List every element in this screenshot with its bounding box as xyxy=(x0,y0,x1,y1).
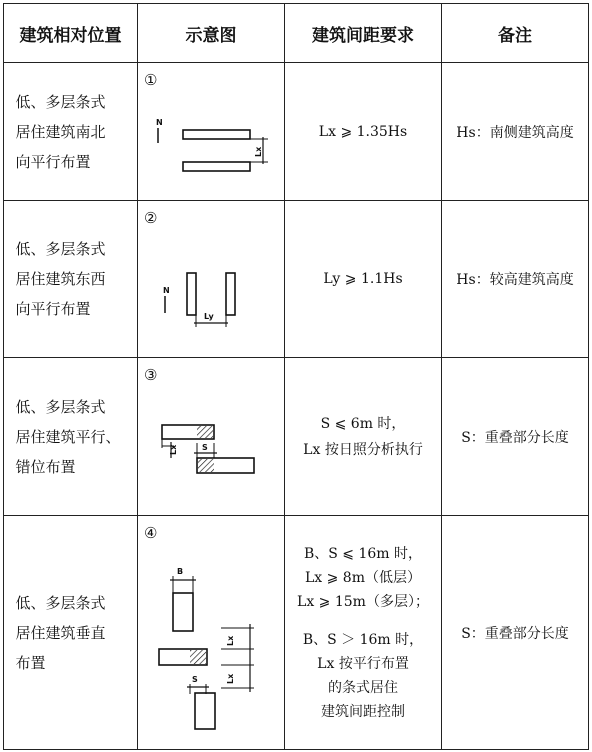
svg-text:N: N xyxy=(156,118,163,127)
svg-text:S: S xyxy=(192,675,198,684)
diagram-2 xyxy=(138,201,285,358)
note-cell: S：重叠部分长度 xyxy=(442,516,589,750)
diagram-4 xyxy=(138,516,285,750)
diagram-number: ② xyxy=(144,209,158,227)
building-spacing-table xyxy=(3,3,589,750)
requirement-cell: B、S ⩽ 16m 时， Lx ⩾ 8m（低层） Lx ⩾ 15m（多层）； B、S ＞ 16m 时， Lx 按平行布置 的条式居住 建筑间距控制 xyxy=(285,516,442,750)
header-row xyxy=(4,4,589,63)
note-cell: Hs：较高建筑高度 xyxy=(442,201,589,358)
svg-text:Lx: Lx xyxy=(226,635,235,646)
svg-text:Lx: Lx xyxy=(254,146,263,157)
header-position: 建筑相对位置 xyxy=(4,4,138,63)
position-cell: 低、多层条式 居住建筑垂直 布置 xyxy=(4,516,138,750)
diagram-cell xyxy=(138,63,285,201)
note-cell: S：重叠部分长度 xyxy=(442,358,589,516)
svg-text:N: N xyxy=(163,286,170,295)
diagram-number: ③ xyxy=(144,366,158,384)
diagram-cell xyxy=(138,201,285,358)
diagram-cell xyxy=(138,516,285,750)
requirement-cell: S ⩽ 6m 时， Lx 按日照分析执行 xyxy=(285,358,442,516)
position-cell: 低、多层条式 居住建筑南北 向平行布置 xyxy=(4,63,138,201)
svg-text:S: S xyxy=(202,443,208,452)
header-requirement: 建筑间距要求 xyxy=(285,4,442,63)
diagram-cell xyxy=(138,358,285,516)
table-row xyxy=(4,516,589,750)
diagram-1 xyxy=(138,63,285,201)
requirement-cell: Lx ⩾ 1.35Hs xyxy=(285,63,442,201)
svg-text:Lx: Lx xyxy=(169,444,178,455)
position-cell: 低、多层条式 居住建筑东西 向平行布置 xyxy=(4,201,138,358)
position-cell: 低、多层条式 居住建筑平行、 错位布置 xyxy=(4,358,138,516)
header-diagram: 示意图 xyxy=(138,4,285,63)
svg-text:B: B xyxy=(177,567,184,576)
table-row xyxy=(4,358,589,516)
header-note: 备注 xyxy=(442,4,589,63)
diagram-number: ① xyxy=(144,71,158,89)
table-row xyxy=(4,201,589,358)
requirement-cell: Ly ⩾ 1.1Hs xyxy=(285,201,442,358)
svg-text:Lx: Lx xyxy=(226,673,235,684)
diagram-number: ④ xyxy=(144,524,158,542)
diagram-3 xyxy=(138,358,285,516)
table-row xyxy=(4,63,589,201)
svg-text:Ly: Ly xyxy=(204,312,214,321)
note-cell: Hs：南侧建筑高度 xyxy=(442,63,589,201)
